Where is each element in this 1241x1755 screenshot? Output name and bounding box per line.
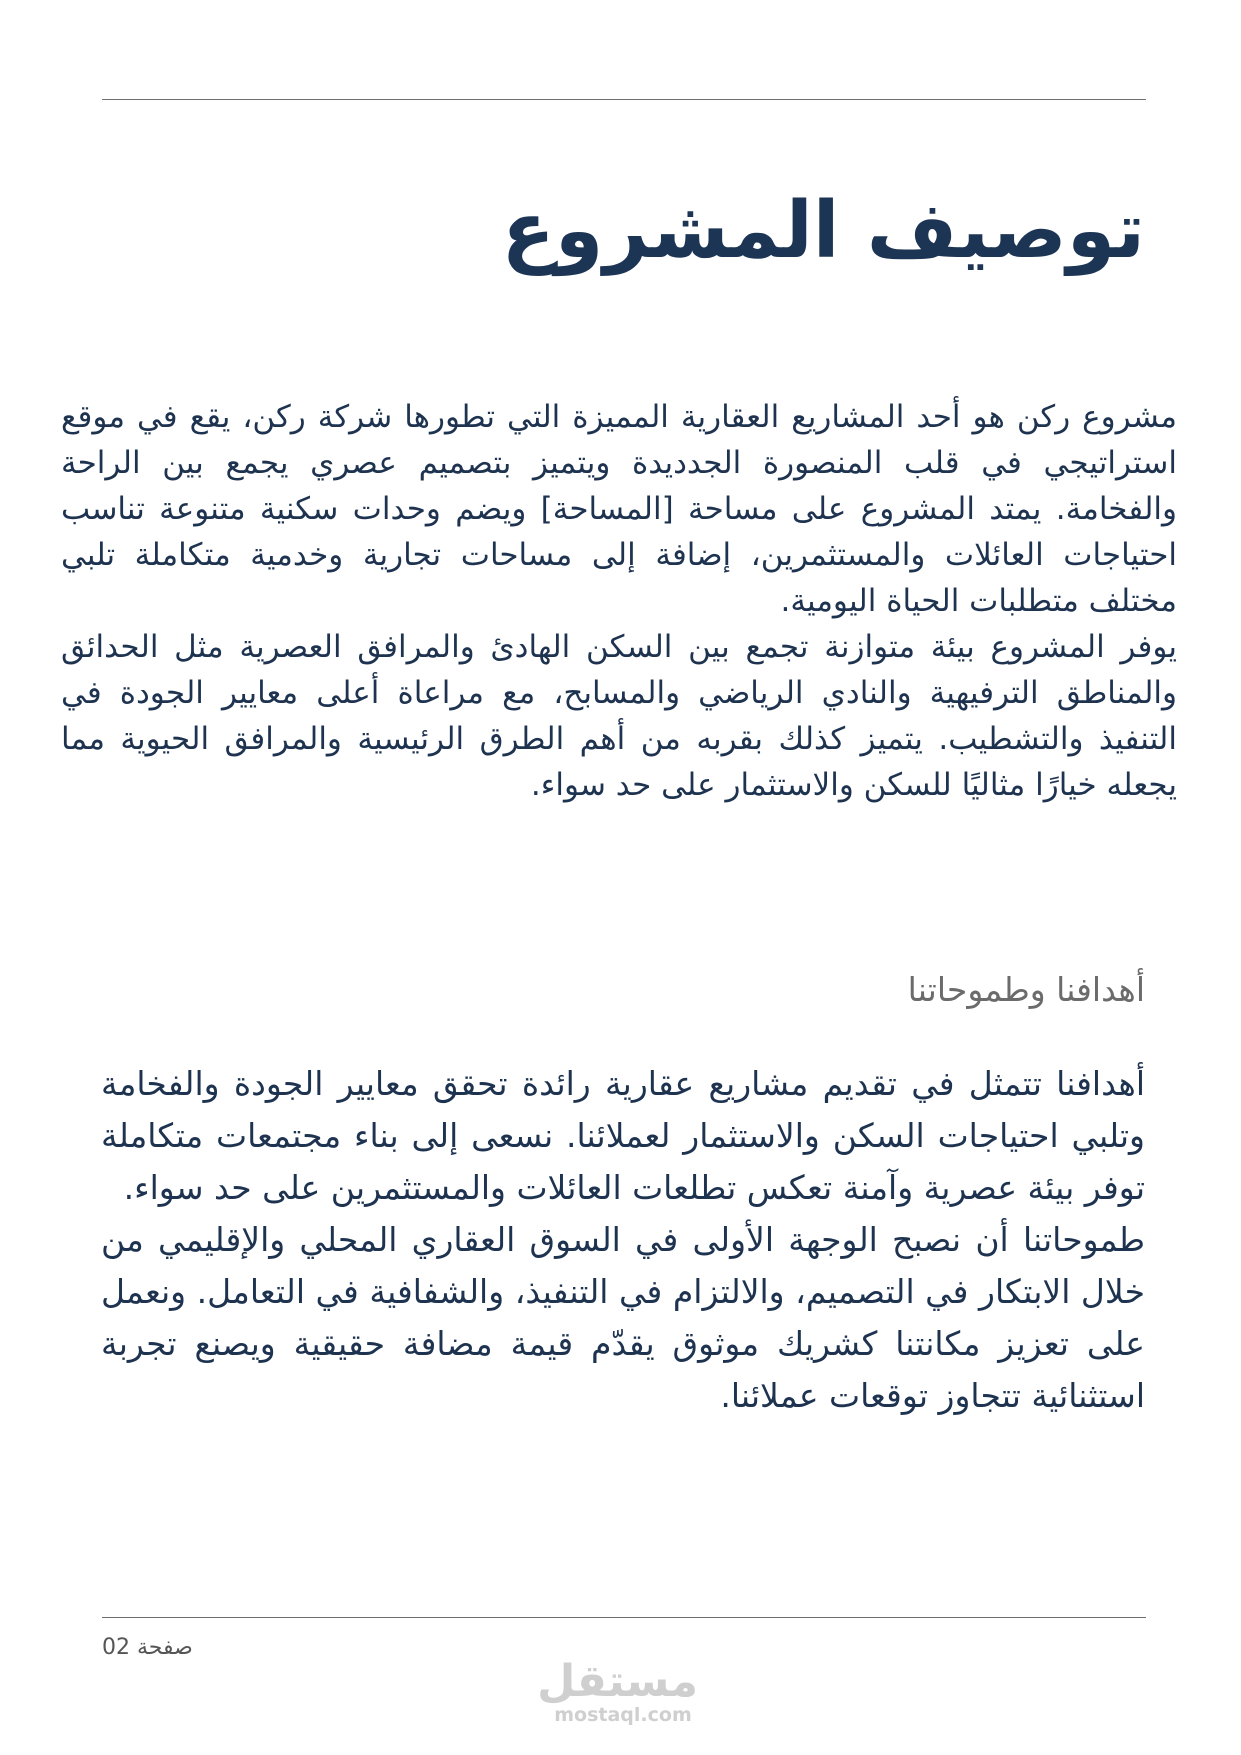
- goals-paragraph: أهدافنا تتمثل في تقديم مشاريع عقارية رائدة تحقق معايير الجودة والفخامة وتلبي احتياجات السكن والاستثمار لعملائنا. نسعى إلى بناء مجتمعات متكاملة توفر بيئة عصرية وآمنة تعكس تطلعات العائلات والمستثمرين على حد سواء.: [101, 1064, 1145, 1207]
- bottom-divider: [102, 1617, 1146, 1618]
- goals-heading: أهدافنا وطموحاتنا: [907, 970, 1145, 1009]
- project-description: [61, 394, 1177, 808]
- watermark-arabic: مستقل: [537, 1656, 698, 1707]
- goals-section: [101, 1058, 1145, 1422]
- ambitions-paragraph: طموحاتنا أن نصبح الوجهة الأولى في السوق العقاري المحلي والإقليمي من خلال الابتكار في التصميم، والالتزام في التنفيذ، والشفافية في التعامل. ونعمل على تعزيز مكانتنا كشريك موثوق يقدّم قيمة مضافة حقيقية ويصنع تجربة استثنائية تتجاوز توقعات عملائنا.: [101, 1220, 1145, 1415]
- top-divider: [102, 99, 1146, 100]
- page-number: صفحة 02: [102, 1635, 193, 1660]
- description-paragraph: يوفر المشروع بيئة متوازنة تجمع بين السكن الهادئ والمرافق العصرية مثل الحدائق والمناطق الترفيهية والنادي الرياضي والمسابح، مع مراعاة أعلى معايير الجودة في التنفيذ والتشطيب. يتميز كذلك بقربه من أهم الطرق الرئيسية والمرافق الحيوية مما يجعله خيارًا مثاليًا للسكن والاستثمار على حد سواء.: [61, 629, 1177, 803]
- description-paragraph: مشروع ركن هو أحد المشاريع العقارية المميزة التي تطورها شركة ركن، يقع في موقع استراتيجي في قلب المنصورة الجدديدة ويتميز بتصميم عصري يجمع بين الراحة والفخامة. يمتد المشروع على مساحة [المساحة] ويضم وحدات سكنية متنوعة تناسب احتياجات العائلات والمستثمرين، إضافة إلى مساحات تجارية وخدمية متكاملة تلبي مختلف متطلبات الحياة اليومية.: [61, 399, 1177, 619]
- mostaql-watermark-logo: [537, 1656, 698, 1726]
- page-title: توصيف المشروع: [501, 186, 1145, 276]
- watermark-domain: mostaql.com: [554, 1704, 692, 1726]
